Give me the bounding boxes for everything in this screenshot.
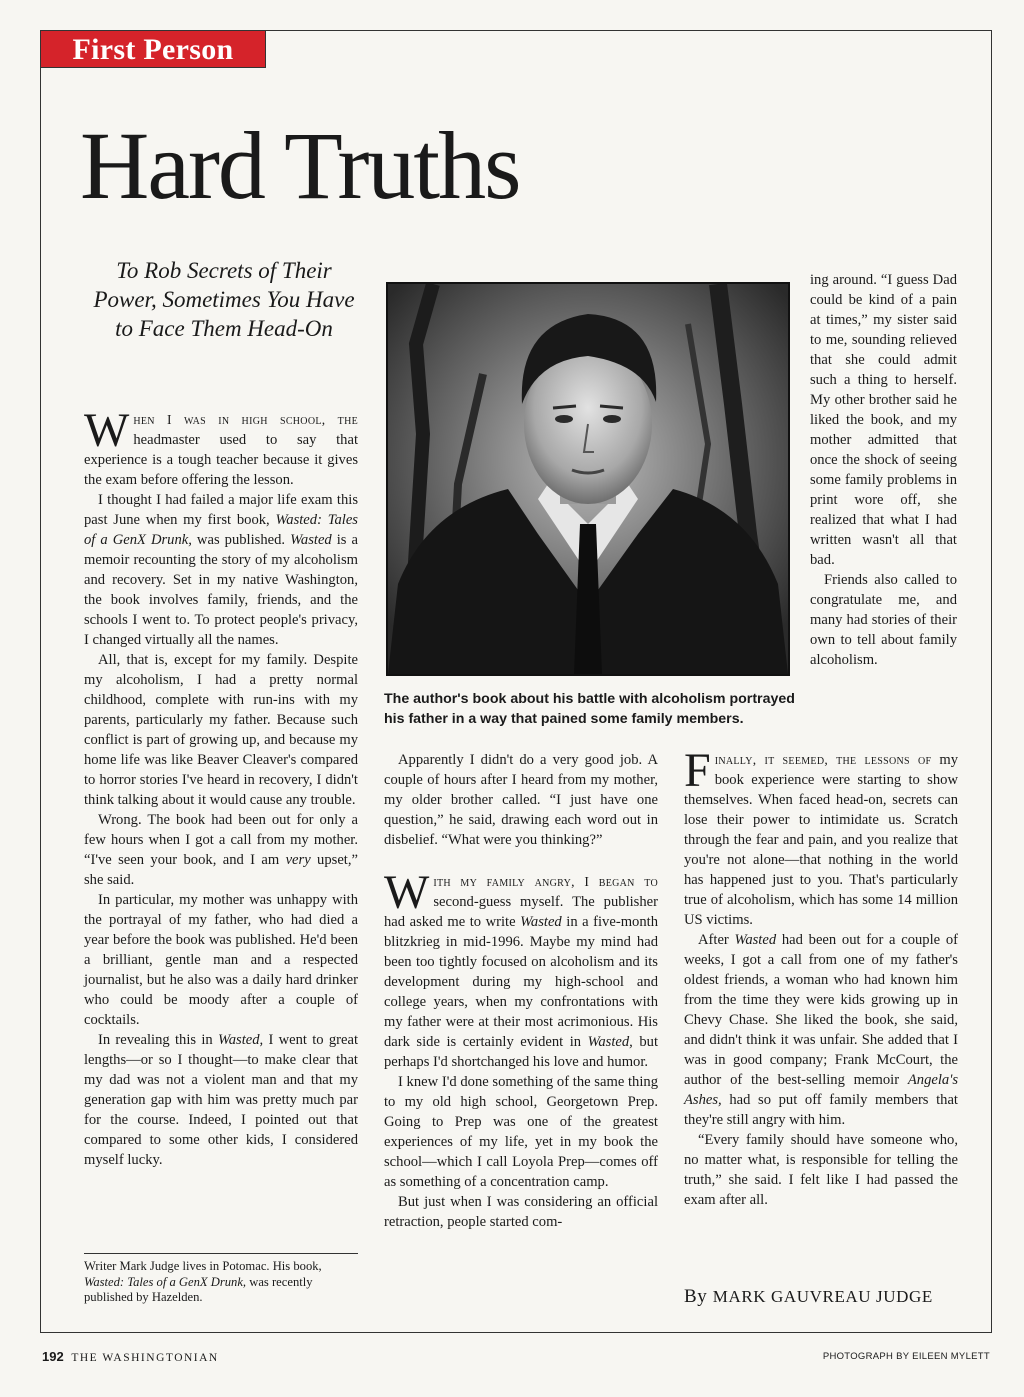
author-bio: Writer Mark Judge lives in Potomac. His book, Wasted: Tales of a GenX Drunk, was recently published by Hazelden. [84, 1259, 322, 1304]
paragraph: With my family angry, I began to second-guess myself. The publisher had asked me to write Wasted in a five-month blitzkrieg in mid-1996. Maybe my mind had been too tightly focused on alcoholism and its development during my high-school and college years, when my confrontations with my father were at their most acrimonious. His dark side is certainly evident in Wasted, but perhaps I'd shortchanged his love and humor. [384, 866, 658, 1070]
deck: To Rob Secrets of Their Power, Sometimes You Have to Face Them Head-On [93, 258, 355, 341]
paragraph: ing around. “I guess Dad could be kind of a pain at times,” my sister said to me, sounding relieved that she could admit such a thing to herself. My other brother said he liked the book, and my mother admitted that once the shock of seeing some family problems in print wore off, she realized that what I had written wasn't all that bad. [810, 272, 957, 568]
paragraph: Wrong. The book had been out for only a few hours when I got a call from my mother. “I've seen your book, and I am very upset,” she said. [84, 812, 358, 888]
headline: Hard Truths [80, 112, 520, 219]
byline: By MARK GAUVREAU JUDGE [684, 1286, 933, 1307]
paragraph: Apparently I didn't do a very good job. A couple of hours after I heard from my mother, my older brother called. “I just have one question,” he said, drawing each word out in disbelief. “What were you thinking?” [384, 752, 658, 848]
drop-cap: F [684, 744, 711, 797]
section-kicker: First Person [40, 30, 266, 68]
paragraph: I thought I had failed a major life exam this past June when my first book, Wasted: Tales of a GenX Drunk, was published. Wasted is a memoir recounting the story of my alcoholism and recovery. Set in my native Washington, the book involves family, friends, and the schools I went to. To protect people's privacy, I changed virtually all the names. [84, 492, 358, 648]
footer-folio [42, 1349, 219, 1364]
paragraph: When I was in high school, the headmaster used to say that experience is a tough teacher because it gives the exam before offering the lesson. [84, 404, 358, 488]
paragraph: I knew I'd done something of the same thing to my old high school, Georgetown Prep. Going to Prep was one of the greatest experiences of my life, yet in my book the school—which I call Loyola Prep—comes off as something of a concentration camp. [384, 1074, 658, 1190]
drop-cap: W [84, 404, 130, 457]
paragraph: In revealing this in Wasted, I went to great lengths—or so I thought—to make clear that my dad was not a violent man and that my generation gap with him was pretty much par for the course. Indeed, I pointed out that compared to some other kids, I considered myself lucky. [84, 1032, 359, 1168]
paragraph: After Wasted had been out for a couple of weeks, I got a call from one of my father's oldest friends, a woman who had known him from the time they were kids growing up in Chevy Chase. She liked the book, she said, and didn't think it was unfair. She added that I was in good company; Frank McCourt, the author of the best-selling memoir Angela's Ashes, had so put off family members that they're still angry with him. [684, 932, 958, 1128]
paragraph: “Every family should have someone who, no matter what, is responsible for telling the truth,” she said. I felt like I had passed the exam after all. [684, 1132, 958, 1208]
article-column-2 [384, 750, 658, 1232]
magazine-name: THE WASHINGTONIAN [71, 1352, 219, 1364]
paragraph: Friends also called to congratulate me, and many had stories of their own to tell about family alcoholism. [810, 572, 957, 668]
article-column-3 [684, 744, 959, 1210]
author-photo [386, 282, 790, 676]
paragraph: Finally, it seemed, the lessons of my book experience were starting to show themselves. When faced head-on, secrets can lose their power to intimidate us. Scratch through the fear and pain, and you realize that you're not alone—that nothing in the world has happened just to you. That's particularly true of alcoholism, which has some 14 million US victims. [684, 744, 959, 928]
page-number: 192 [42, 1349, 64, 1364]
bio-rule [84, 1253, 358, 1254]
photo-credit: PHOTOGRAPH BY EILEEN MYLETT [822, 1351, 990, 1362]
paragraph: In particular, my mother was unhappy with the portrayal of my father, who had died a year before the book was published. He'd been a brilliant, gentle man and a respected journalist, but he also was a daily hard drinker who could be moody after a couple of cocktails. [84, 892, 358, 1028]
author-portrait-image [388, 284, 788, 674]
photo-caption: The author's book about his battle with alcoholism portrayed his father in a way that pained some family members. [384, 691, 795, 727]
paragraph: But just when I was considering an official retraction, people started com- [384, 1194, 658, 1230]
article-column-3-top [810, 270, 957, 670]
paragraph: All, that is, except for my family. Despite my alcoholism, I had a pretty normal childhood, complete with run-ins with my parents, particularly my father. Because such conflict is part of growing up, and because my home life was like Beaver Cleaver's compared to horror stories I've heard in recovery, I didn't think talking about it would cause any trouble. [84, 652, 358, 808]
article-column-1 [84, 404, 359, 1170]
drop-cap: W [384, 866, 430, 919]
